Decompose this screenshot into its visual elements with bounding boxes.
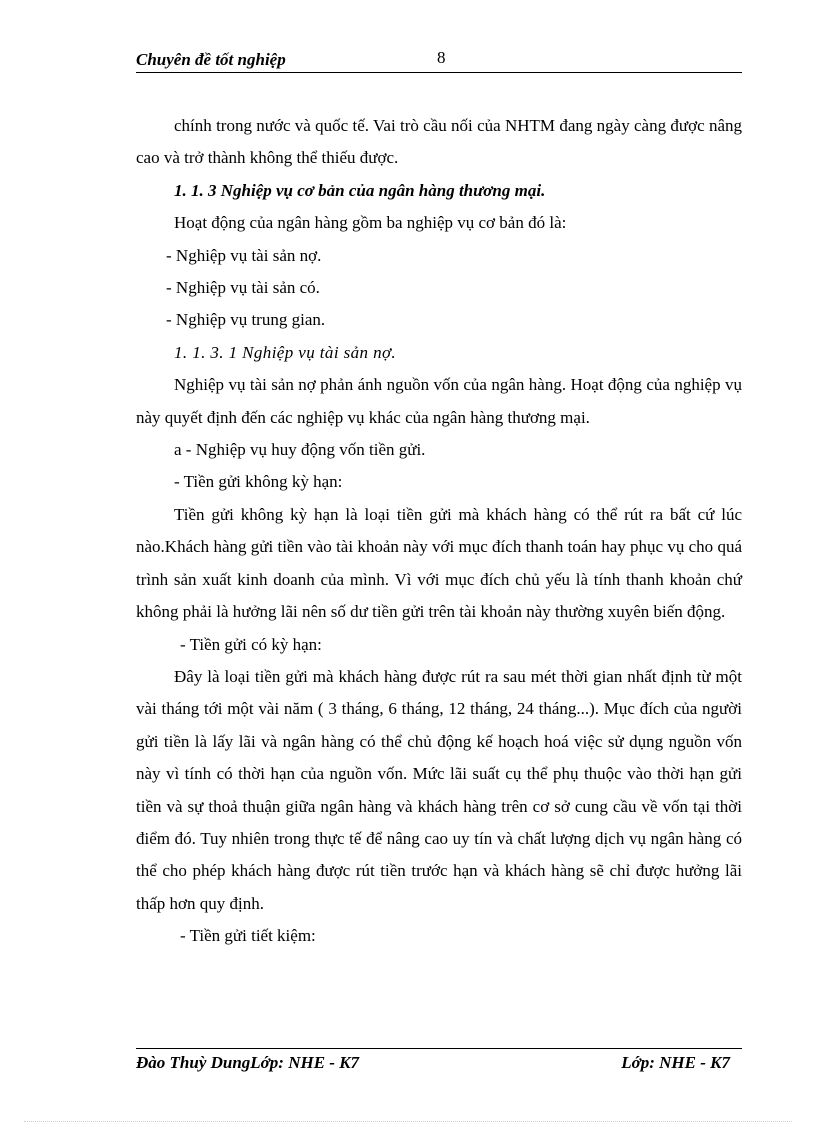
list-item: - Nghiệp vụ tài sản nợ. xyxy=(166,245,322,265)
footer-class: Lớp: NHE - K7 xyxy=(621,1053,730,1072)
paragraph-9: - Tiền gửi tiết kiệm: xyxy=(180,926,316,946)
header-title: Chuyên đề tốt nghiệp xyxy=(136,50,286,69)
paragraph-4: a - Nghiệp vụ huy động vốn tiền gửi. xyxy=(174,440,426,460)
document-body xyxy=(136,110,742,953)
section-heading-1-1-3-1: 1. 1. 3. 1 Nghiệp vụ tài sản nợ. xyxy=(174,342,397,362)
page-number: 8 xyxy=(437,48,446,67)
list-item: - Nghiệp vụ trung gian. xyxy=(166,310,326,330)
paragraph-3: Nghiệp vụ tài sản nợ phản ánh nguồn vốn của ngân hàng. Hoạt động của nghiệp vụ này quyết định đến các nghiệp vụ khác của ngân hàng thương mại. xyxy=(136,375,742,427)
paragraph-2: Hoạt động của ngân hàng gồm ba nghiệp vụ cơ bản đó là: xyxy=(174,213,567,233)
paragraph-7: - Tiền gửi có kỳ hạn: xyxy=(180,634,322,654)
page-header xyxy=(136,50,742,73)
footer-author: Đào Thuỳ DungLớp: NHE - K7 xyxy=(136,1053,360,1072)
paragraph-6: Tiền gửi không kỳ hạn là loại tiền gửi mà khách hàng có thể rút ra bất cứ lúc nào.Khách hàng gửi tiền vào tài khoản này với mục đích thanh toán hay phục vụ cho quá trình sản xuất kinh doanh của mình. Vì với mục đích chủ yếu là tính thanh khoản chứ không phải là hưởng lãi nên số dư tiền gửi trên tài khoản này thường xuyên biến động. xyxy=(136,504,742,622)
paragraph-8: Đây là loại tiền gửi mà khách hàng được rút ra sau mét thời gian nhất định từ một vài tháng tới một vài năm ( 3 tháng, 6 tháng, 12 tháng, 24 tháng...). Mục đích của người gửi tiền là lấy lãi và ngân hàng có thể chủ động kế hoạch hoá việc sử dụng nguồn vốn này vì tính có thời hạn của nguồn vốn. Mức lãi suất cụ thể phụ thuộc vào thời hạn gửi tiền và sự thoả thuận giữa ngân hàng và khách hàng trên cơ sở cung cầu về vốn tại thời điểm đó. Tuy nhiên trong thực tế để nâng cao uy tín và chất lượng dịch vụ ngân hàng có thể cho phép khách hàng được rút tiền trước hạn và khách hàng sẽ chỉ được hưởng lãi thấp hơn quy định. xyxy=(136,666,742,913)
section-heading-1-1-3: 1. 1. 3 Nghiệp vụ cơ bản của ngân hàng thương mại. xyxy=(174,180,546,200)
paragraph-5: - Tiền gửi không kỳ hạn: xyxy=(174,472,343,492)
list-item: - Nghiệp vụ tài sản có. xyxy=(166,278,320,298)
paragraph-1: chính trong nước và quốc tế. Vai trò cầu nối của NHTM đang ngày càng được nâng cao và trở thành không thể thiếu được. xyxy=(136,116,742,168)
page-footer xyxy=(136,1048,742,1079)
page-bottom-divider xyxy=(24,1121,792,1122)
